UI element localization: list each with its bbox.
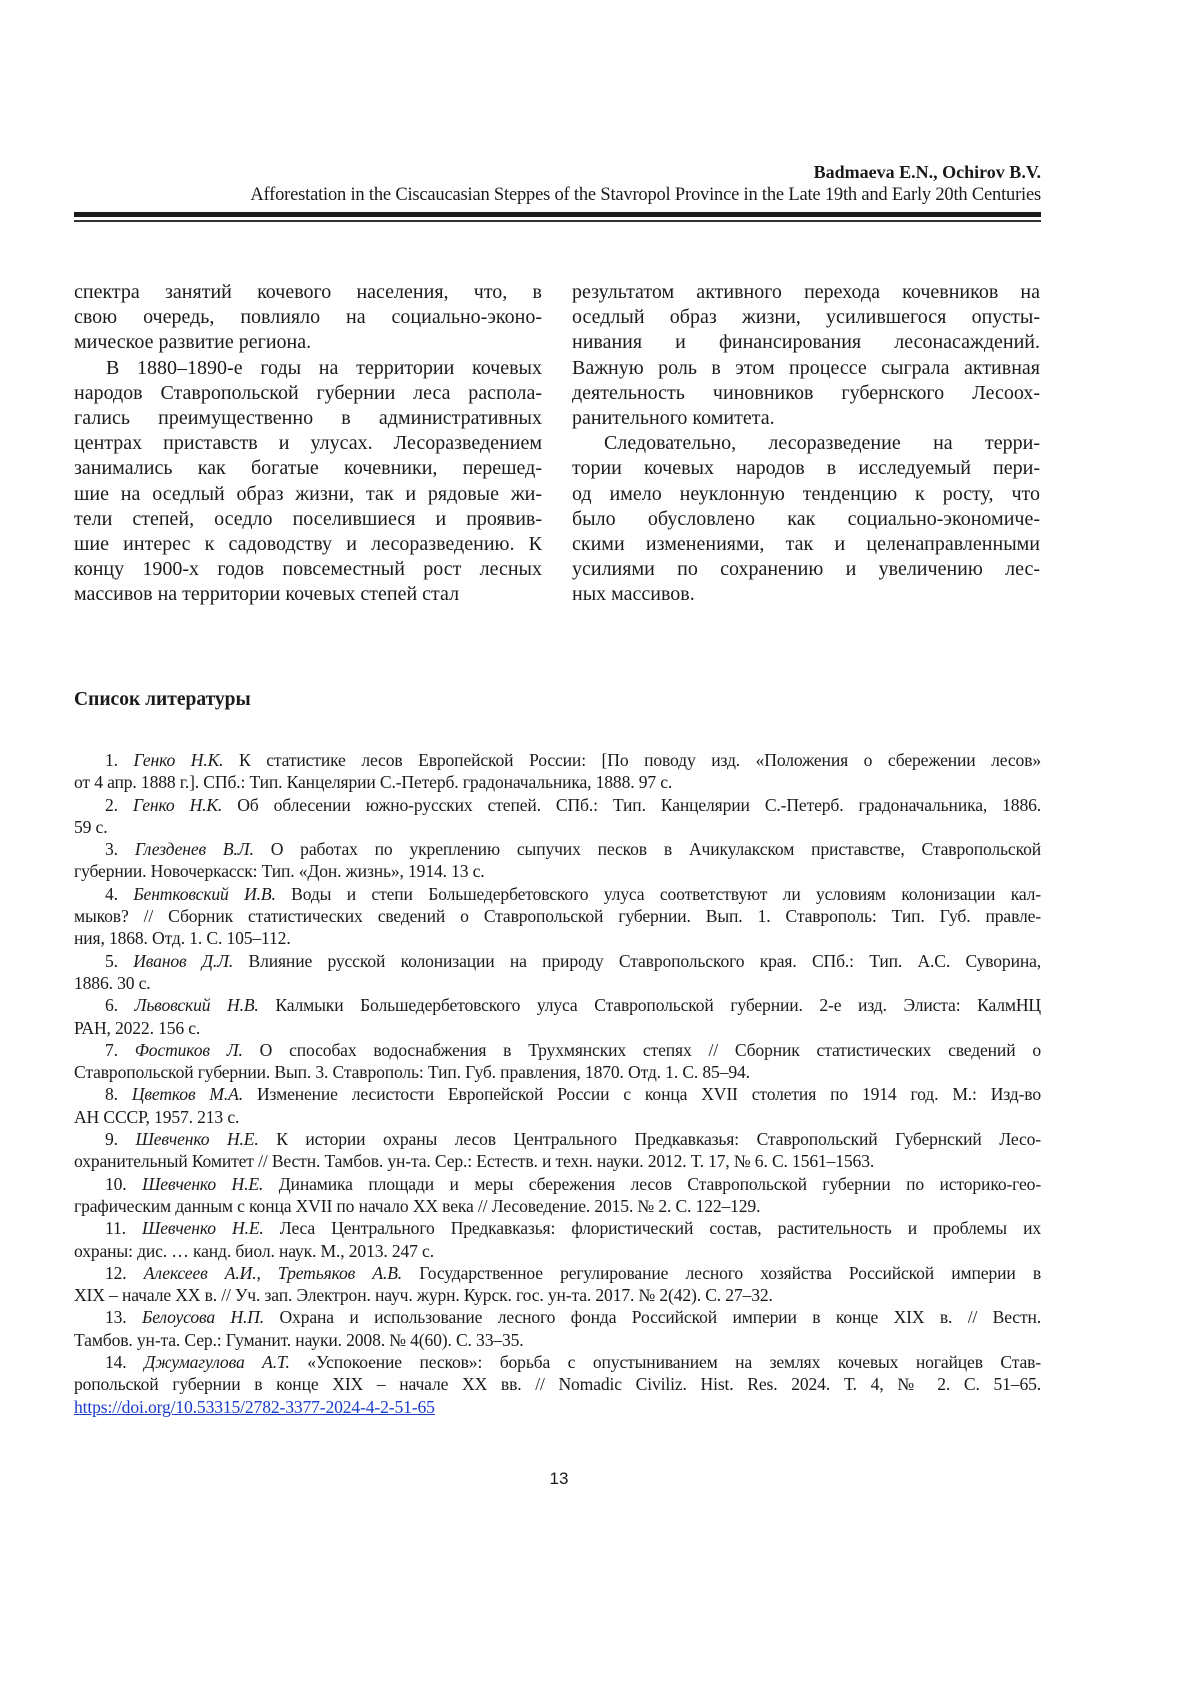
body-column-left <box>74 280 542 607</box>
reference-item <box>74 794 1041 839</box>
reference-item <box>74 1083 1041 1128</box>
reference-author: Цветков М.А. <box>132 1084 243 1104</box>
reference-line: охранительный Комитет // Вестн. Тамбов. ун-та. Сер.: Естеств. и техн. науки. 2012. Т. 17, № 6. С. 1561–1563. <box>74 1150 1041 1172</box>
reference-author: Шевченко Н.Е. <box>142 1218 264 1238</box>
reference-item <box>74 950 1041 995</box>
reference-item <box>74 1173 1041 1218</box>
reference-number: 2. <box>105 795 118 815</box>
text-line: спектра занятий кочевого населения, что, в <box>74 280 542 305</box>
text-line: мическое развитие региона. <box>74 330 542 355</box>
text-line: свою очередь, повлияло на социально-эконо- <box>74 305 542 330</box>
text-line: центрах приставств и улусах. Лесоразведением <box>74 431 542 456</box>
reference-text: О работах по укреплению сыпучих песков в Ачикулакском приставстве, Ставропольской <box>254 839 1041 859</box>
reference-author: Алексеев А.И., Третьяков А.В. <box>144 1263 402 1283</box>
text-line: тели степей, оседло поселившиеся и проявив- <box>74 507 542 532</box>
reference-text: Об облесении южно-русских степей. СПб.: Тип. Канцелярии С.-Петерб. градоначальника, 1886. <box>222 795 1041 815</box>
reference-line: мыков? // Сборник статистических сведений о Ставропольской губернии. Вып. 1. Ставрополь: Тип. Губ. правле- <box>74 905 1041 927</box>
reference-number: 10. <box>105 1174 127 1194</box>
reference-author: Иванов Д.Л. <box>133 951 233 971</box>
text-line: деятельность чиновников губернского Лесоох- <box>572 381 1040 406</box>
reference-number: 3. <box>105 839 118 859</box>
references-list <box>74 749 1041 1418</box>
reference-line <box>74 883 1041 905</box>
reference-item <box>74 838 1041 883</box>
reference-line <box>74 838 1041 860</box>
running-header-authors: Badmaeva E.N., Ochirov B.V. <box>814 162 1041 183</box>
running-header-title: Afforestation in the Ciscaucasian Steppes of the Stavropol Province in the Late 19th and Early 20th Centuries <box>250 185 1041 206</box>
reference-author: Бентковский И.В. <box>133 884 275 904</box>
reference-text: О способах водоснабжения в Трухмянских степях // Сборник статистических сведений о <box>243 1040 1041 1060</box>
reference-text: Леса Центрального Предкавказья: флористический состав, растительность и проблемы их <box>264 1218 1041 1238</box>
reference-author: Шевченко Н.Е. <box>142 1174 263 1194</box>
reference-text: Влияние русской колонизации на природу Ставропольского края. СПб.: Тип. А.С. Суворина, <box>233 951 1041 971</box>
reference-line <box>74 1128 1041 1150</box>
text-line: Важную роль в этом процессе сыграла активная <box>572 356 1040 381</box>
text-line: шие интерес к садоводству и лесоразведению. К <box>74 532 542 557</box>
reference-line: АН СССР, 1957. 213 с. <box>74 1106 1041 1128</box>
reference-line <box>74 1039 1041 1061</box>
reference-line: охраны: дис. … канд. биол. наук. М., 2013. 247 с. <box>74 1240 1041 1262</box>
reference-line: графическим данным с конца XVII по начало XX века // Лесоведение. 2015. № 2. С. 122–129. <box>74 1195 1041 1217</box>
text-line: занимались как богатые кочевники, перешед- <box>74 456 542 481</box>
reference-author: Шевченко Н.Е. <box>136 1129 259 1149</box>
reference-author: Генко Н.К. <box>133 795 222 815</box>
reference-line: Ставропольской губернии. Вып. 3. Ставрополь: Тип. Губ. правления, 1870. Отд. 1. С. 85–94. <box>74 1061 1041 1083</box>
reference-line: 1886. 30 с. <box>74 972 1041 994</box>
text-line: нивания и финансирования лесонасаждений. <box>572 330 1040 355</box>
reference-item <box>74 994 1041 1039</box>
reference-number: 1. <box>105 750 118 770</box>
text-line: од имело неуклонную тенденцию к росту, что <box>572 482 1040 507</box>
text-line: результатом активного перехода кочевников на <box>572 280 1040 305</box>
reference-line <box>74 1351 1041 1373</box>
reference-item <box>74 1039 1041 1084</box>
reference-item <box>74 1351 1041 1418</box>
text-line: Следовательно, лесоразведение на терри- <box>572 431 1040 456</box>
text-line: оседлый образ жизни, усилившегося опусты- <box>572 305 1040 330</box>
text-line: усилиями по сохранению и увеличению лес- <box>572 557 1040 582</box>
text-line: В 1880–1890-е годы на территории кочевых <box>74 356 542 381</box>
reference-line <box>74 994 1041 1016</box>
text-line: массивов на территории кочевых степей стал <box>74 582 542 607</box>
reference-text: Калмыки Большедербетовского улуса Ставропольской губернии. 2-е изд. Элиста: КалмНЦ <box>259 995 1041 1015</box>
text-line: было обусловлено как социально-экономиче- <box>572 507 1040 532</box>
reference-text: Охрана и использование лесного фонда Российской империи в конце XIX в. // Вестн. <box>264 1307 1041 1327</box>
text-line: ных массивов. <box>572 582 1040 607</box>
reference-line <box>74 1396 1041 1418</box>
reference-line <box>74 749 1041 771</box>
reference-line: от 4 апр. 1888 г.]. СПб.: Тип. Канцелярии С.-Петерб. градоначальника, 1888. 97 с. <box>74 771 1041 793</box>
text-line: концу 1900-х годов повсеместный рост лесных <box>74 557 542 582</box>
reference-author: Джумагулова А.Т. <box>144 1352 290 1372</box>
reference-item <box>74 1128 1041 1173</box>
reference-number: 11. <box>105 1218 126 1238</box>
reference-number: 6. <box>105 995 118 1015</box>
reference-line <box>74 1083 1041 1105</box>
reference-line <box>74 794 1041 816</box>
text-line: народов Ставропольской губернии леса распола- <box>74 381 542 406</box>
reference-line: губернии. Новочеркасск: Тип. «Дон. жизнь», 1914. 13 с. <box>74 860 1041 882</box>
reference-number: 8. <box>105 1084 118 1104</box>
reference-item <box>74 1306 1041 1351</box>
reference-item <box>74 883 1041 950</box>
reference-author: Львовский Н.В. <box>135 995 259 1015</box>
reference-line: ропольской губернии в конце XIX – начале XX вв. // Nomadic Civiliz. Hist. Res. 2024. Т. 4, № 2. С. 51–65. <box>74 1373 1041 1395</box>
header-rule-thin <box>74 220 1041 222</box>
reference-text: К истории охраны лесов Центрального Предкавказья: Ставропольский Губернский Лесо- <box>259 1129 1041 1149</box>
reference-text: «Успокоение песков»: борьба с опустыниванием на землях кочевых ногайцев Став- <box>290 1352 1041 1372</box>
reference-number: 4. <box>105 884 118 904</box>
text-line: гались преимущественно в административных <box>74 406 542 431</box>
reference-author: Генко Н.К. <box>134 750 224 770</box>
references-heading: Список литературы <box>74 689 251 711</box>
reference-number: 9. <box>105 1129 118 1149</box>
reference-number: 5. <box>105 951 118 971</box>
reference-text: Воды и степи Большедербетовского улуса соответствуют ли условиям колонизации кал- <box>276 884 1041 904</box>
reference-author: Белоусова Н.П. <box>142 1307 264 1327</box>
reference-line: ния, 1868. Отд. 1. С. 105–112. <box>74 927 1041 949</box>
reference-text: Динамика площади и меры сбережения лесов Ставропольской губернии по историко-гео- <box>263 1174 1041 1194</box>
text-line: шие на оседлый образ жизни, так и рядовые жи- <box>74 482 542 507</box>
reference-number: 13. <box>105 1307 127 1327</box>
reference-text: Государственное регулирование лесного хозяйства Российской империи в <box>402 1263 1041 1283</box>
reference-line: РАН, 2022. 156 с. <box>74 1017 1041 1039</box>
header-rule-thick <box>74 212 1041 217</box>
reference-line <box>74 1217 1041 1239</box>
page-number: 13 <box>0 1469 1118 1489</box>
reference-item <box>74 749 1041 794</box>
reference-number: 12. <box>105 1263 127 1283</box>
reference-number: 7. <box>105 1040 118 1060</box>
reference-author: Глезденев В.Л. <box>135 839 254 859</box>
reference-line <box>74 1306 1041 1328</box>
reference-line: Тамбов. ун-та. Сер.: Гуманит. науки. 2008. № 4(60). С. 33–35. <box>74 1329 1041 1351</box>
reference-number: 14. <box>105 1352 127 1372</box>
reference-line: XIX – начале XX в. // Уч. зап. Электрон. науч. журн. Курск. гос. ун-та. 2017. № 2(42). С. 27–32. <box>74 1284 1041 1306</box>
reference-text: Изменение лесистости Европейской России с конца XVII столетия по 1914 год. М.: Изд-во <box>243 1084 1041 1104</box>
reference-text: К статистике лесов Европейской России: [По поводу изд. «Положения о сбережении лесов» <box>223 750 1041 770</box>
reference-item <box>74 1262 1041 1307</box>
reference-author: Фостиков Л. <box>135 1040 243 1060</box>
reference-item <box>74 1217 1041 1262</box>
reference-line <box>74 1173 1041 1195</box>
text-line: скими изменениями, так и целенаправленными <box>572 532 1040 557</box>
reference-line <box>74 1262 1041 1284</box>
text-line: тории кочевых народов в исследуемый пери- <box>572 456 1040 481</box>
reference-line <box>74 950 1041 972</box>
text-line: ранительного комитета. <box>572 406 1040 431</box>
doi-link[interactable]: https://doi.org/10.53315/2782-3377-2024-4-2-51-65 <box>74 1397 435 1417</box>
body-column-right <box>572 280 1040 607</box>
reference-line: 59 с. <box>74 816 1041 838</box>
